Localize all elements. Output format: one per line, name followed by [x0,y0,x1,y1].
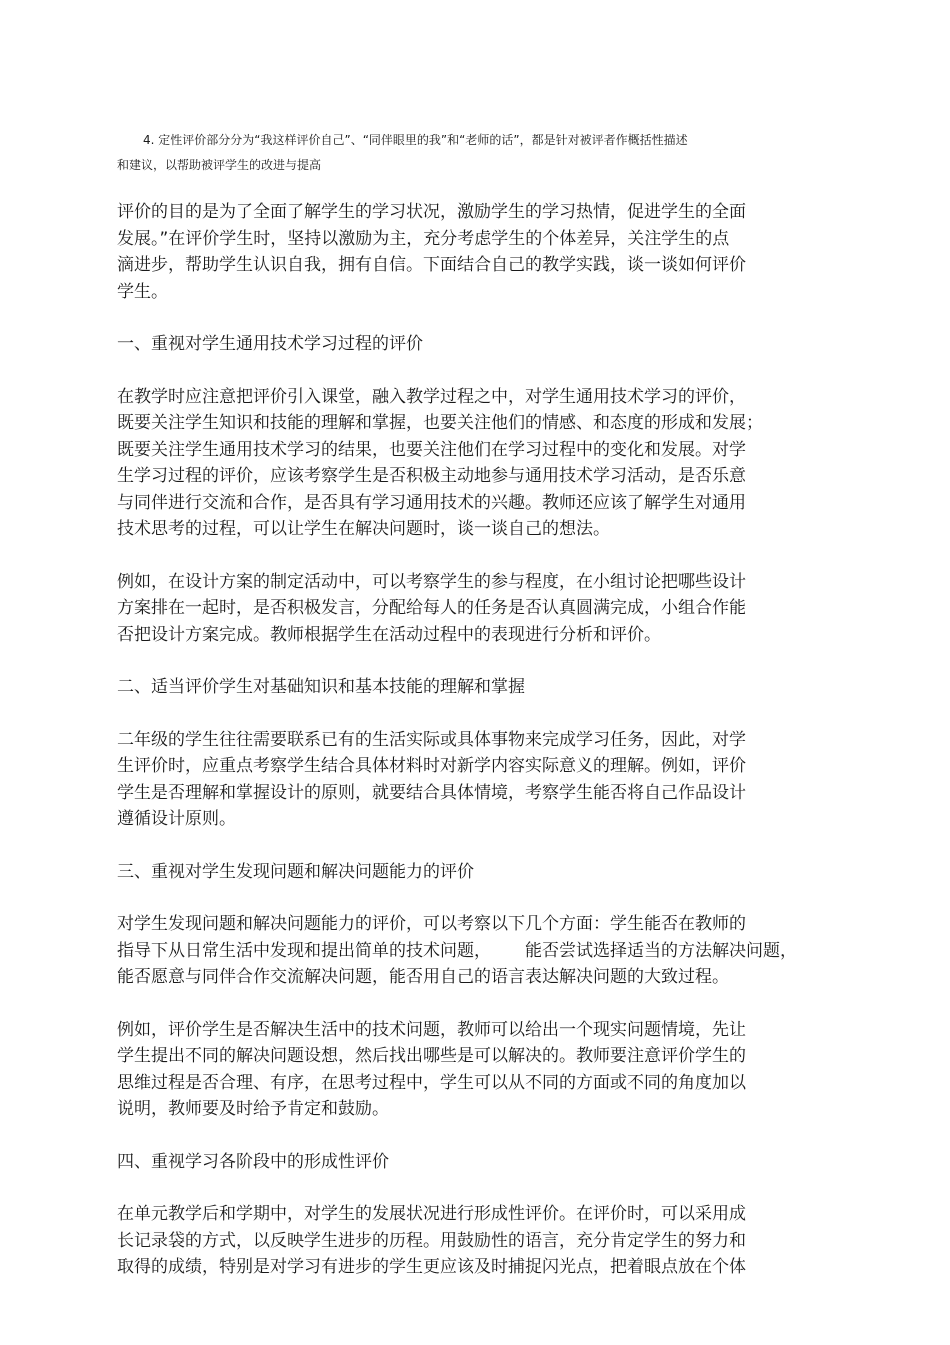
text-line: 发展。”在评价学生时，坚持以激励为主，充分考虑学生的个体差异，关注学生的点 [117,228,730,249]
text-line: 方案排在一起时，是否积极发言，分配给每人的任务是否认真圆满完成，小组合作能 [117,598,746,618]
text-line: 生学习过程的评价，应该考察学生是否积极主动地参与通用技术学习活动，是否乐意 [117,466,746,486]
text-line: 否把设计方案完成。教师根据学生在活动过程中的表现进行分析和评价。 [117,624,661,645]
text-line: 在单元教学后和学期中，对学生的发展状况进行形成性评价。在评价时，可以采用成 [117,1204,746,1224]
section-2-paragraph-1 [117,727,837,833]
intro-paragraph [117,199,837,305]
text-line: 生评价时，应重点考察学生结合具体材料时对新学内容实际意义的理解。例如，评价 [117,756,746,776]
text-line: 评价的目的是为了全面了解学生的学习状况，激励学生的学习热情，促进学生的全面 [117,202,746,222]
section-4-paragraph-1 [117,1201,837,1281]
text-line [117,938,837,965]
text-line: 在教学时应注意把评价引入课堂，融入教学过程之中，对学生通用技术学习的评价， [117,386,746,407]
text-line: 技术思考的过程，可以让学生在解决问题时，谈一谈自己的想法。 [117,519,610,539]
note-line-2: 和建议，以帮助被评学生的改进与提高 [117,158,322,172]
text-line: 能否愿意与同伴合作交流解决问题，能否用自己的语言表达解决问题的大致过程。 [117,967,729,987]
section-3-paragraph-2 [117,1017,837,1123]
text-line: 学生。 [117,281,168,302]
text-line: 对学生发现问题和解决问题能力的评价，可以考察以下几个方面：学生能否在教师的 [117,914,746,934]
text-line: 长记录袋的方式，以反映学生进步的历程。用鼓励性的语言，充分肯定学生的努力和 [117,1230,746,1251]
text-line: 与同伴进行交流和合作，是否具有学习通用技术的兴趣。教师还应该了解学生对通用 [117,492,746,513]
note-block [117,128,817,178]
text-line: 遵循设计原则。 [117,809,236,829]
note-line-1: 4. 定性评价部分分为“我这样评价自己”、“同伴眼里的我”和“老师的话”，都是针对被评者作概括性描述 [143,133,688,147]
text-segment: 能否尝试选择适当的方法解决问题， [525,940,797,961]
section-3-heading: 三、重视对学生发现问题和解决问题能力的评价 [117,861,474,882]
text-line: 二年级的学生往往需要联系已有的生活实际或具体事物来完成学习任务，因此，对学 [117,729,746,750]
text-line: 滴进步，帮助学生认识自我，拥有自信。下面结合自己的教学实践，谈一谈如何评价 [117,255,746,275]
section-1-heading: 一、重视对学生通用技术学习过程的评价 [117,334,423,354]
body-text [117,199,837,1307]
text-line: 取得的成绩，特别是对学习有进步的学生更应该及时捕捉闪光点，把着眼点放在个体 [117,1257,746,1277]
text-line: 既要关注学生通用技术学习的结果，也要关注他们在学习过程中的变化和发展。对学 [117,439,746,460]
text-line: 例如，评价学生是否解决生活中的技术问题，教师可以给出一个现实问题情境，先让 [117,1019,746,1040]
section-3-paragraph-1 [117,911,837,991]
text-line: 既要关注学生知识和技能的理解和掌握，也要关注他们的情感、和态度的形成和发展； [117,413,763,433]
text-segment: 指导下从日常生活中发现和提出简单的技术问题， [117,940,491,961]
text-line: 思维过程是否合理、有序，在思考过程中，学生可以从不同的方面或不同的角度加以 [117,1072,746,1093]
section-4-heading: 四、重视学习各阶段中的形成性评价 [117,1151,389,1172]
text-line: 例如，在设计方案的制定活动中，可以考察学生的参与程度，在小组讨论把哪些设计 [117,571,746,592]
text-line: 学生提出不同的解决问题设想，然后找出哪些是可以解决的。教师要注意评价学生的 [117,1046,746,1066]
text-line: 说明，教师要及时给予肯定和鼓励。 [117,1099,389,1119]
section-1-paragraph-1 [117,384,837,543]
section-1-paragraph-2 [117,569,837,649]
text-line: 学生是否理解和掌握设计的原则，就要结合具体情境，考察学生能否将自己作品设计 [117,782,746,803]
section-2-heading: 二、适当评价学生对基础知识和基本技能的理解和掌握 [117,677,525,697]
